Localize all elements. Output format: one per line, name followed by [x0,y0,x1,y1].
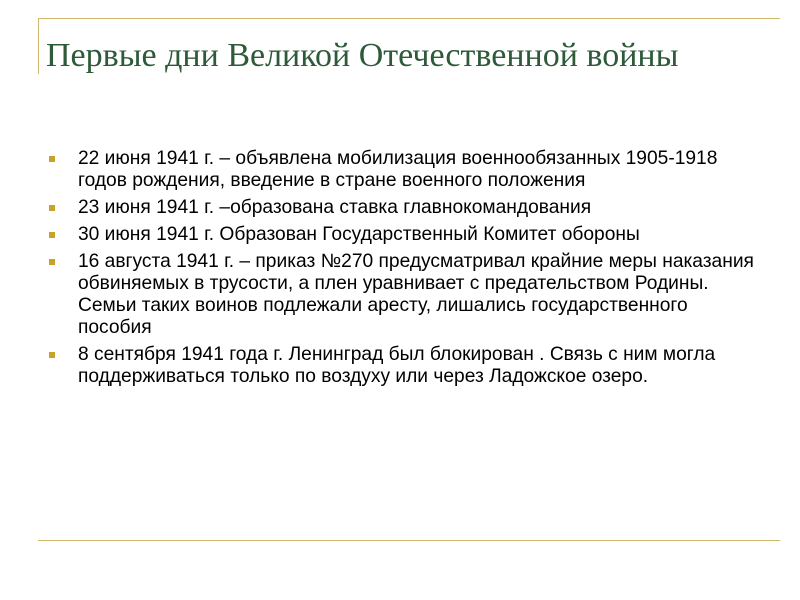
bullet-text: 30 июня 1941 г. Образован Государственный Комитет обороны [78,224,640,245]
square-bullet-icon [49,205,55,211]
square-bullet-icon [49,259,55,265]
bullet-item [46,344,762,388]
bullet-item [46,197,762,219]
bullet-item [46,224,762,246]
bullet-text: 16 августа 1941 г. – приказ №270 предусматривал крайние меры наказания обвиняемых в трусости, а плен уравнивает с предательством Родины. Семьи таких воинов подлежали аресту, лишались государственного пособия [78,251,754,338]
square-bullet-icon [49,352,55,358]
bullet-text: 23 июня 1941 г. –образована ставка главнокомандования [78,197,592,218]
bullet-item [46,251,762,339]
bullet-text: 8 сентября 1941 года г. Ленинград был блокирован . Связь с ним могла поддерживаться только по воздуху или через Ладожское озеро. [78,344,716,387]
bullet-item [46,148,762,192]
square-bullet-icon [49,232,55,238]
bullet-text: 22 июня 1941 г. – объявлена мобилизация военнообязанных 1905-1918 годов рождения, введение в стране военного положения [78,148,718,191]
slide-title: Первые дни Великой Отечественной войны [46,37,679,74]
frame-left-line [38,18,39,74]
bullet-list [46,148,762,393]
frame-bottom-line [38,540,780,541]
square-bullet-icon [49,156,55,162]
frame-top-line [38,18,780,19]
